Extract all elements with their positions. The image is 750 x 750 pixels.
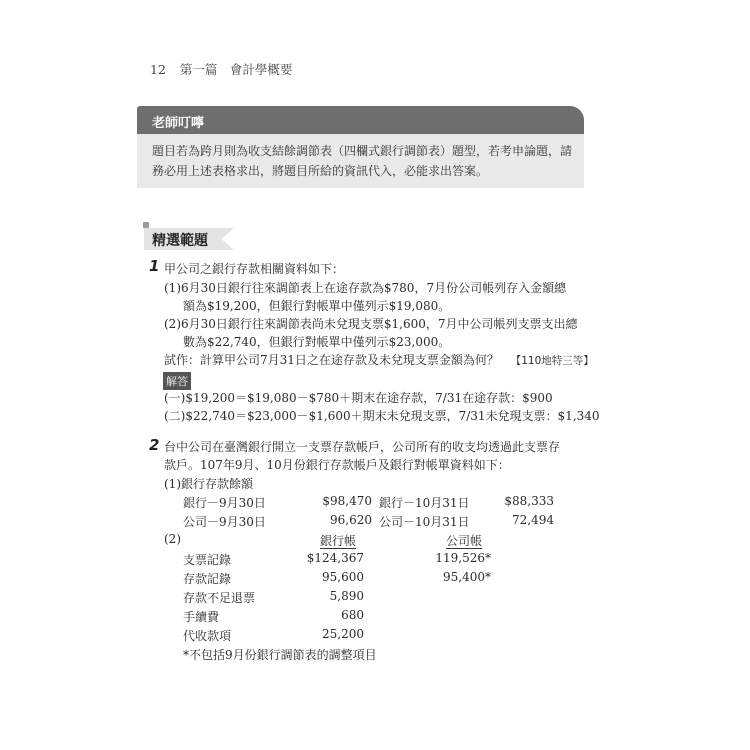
q1-question-text: 試作：計算甲公司7月31日之在途存款及未兌現支票金額為何？	[164, 353, 499, 367]
q1-source: 【110地特三等】	[510, 355, 594, 367]
balance-left-value: $98,470	[322, 494, 372, 508]
table-row-bank: $124,367	[306, 551, 364, 565]
page-header	[150, 60, 292, 78]
table-row-bank: 95,600	[322, 570, 364, 584]
question-number: 1	[149, 257, 160, 275]
q2-part1-label: (1)銀行存款餘額	[164, 477, 253, 491]
column-header-company-label: 公司帳	[445, 534, 482, 548]
q1-answer2: (二)$22,740＝$23,000－$1,600＋期末未兌現支票，7/31未兌現支票：$1,340	[164, 409, 600, 423]
question-number: 2	[149, 436, 160, 454]
q1-item2-line2: 數為$22,740，但銀行對帳單中僅列示$23,000。	[183, 335, 451, 349]
page-number: 12	[150, 62, 166, 77]
column-header-bank-label: 銀行帳	[319, 534, 356, 548]
table-row-company: 95,400*	[443, 570, 491, 584]
chapter-title: 第一篇 會計學概要	[179, 62, 293, 77]
q2-intro-line1: 台中公司在臺灣銀行開立一支票存款帳戶，公司所有的收支均透過此支票存	[164, 440, 561, 454]
q1-item1-line2: 額為$19,200，但銀行對帳單中僅列示$19,080。	[183, 299, 451, 313]
balance-right-label: 銀行－10月31日	[379, 496, 470, 510]
q1-answer1: (一)$19,200＝$19,080－$780＋期末在途存款，7/31在途存款：$900	[164, 391, 553, 405]
table-row-label: 存款記錄	[183, 572, 232, 586]
balance-left-value: 96,620	[330, 513, 372, 527]
balance-left-label: 公司－9月30日	[183, 515, 266, 529]
q1-item2-line1: (2)6月30日銀行往來調節表尚未兌現支票$1,600，7月中公司帳列支票支出總	[164, 317, 578, 331]
q1-item1-line1: (1)6月30日銀行往來調節表上在途存款為$780，7月份公司帳列存入金額總	[164, 281, 567, 295]
column-header-company	[434, 532, 494, 549]
table-row-label: 代收款項	[183, 629, 232, 643]
q2-footnote: *不包括9月份銀行調節表的調整項目	[183, 648, 377, 662]
table-row-company: 119,526*	[435, 551, 491, 565]
balance-right-value: $88,333	[504, 494, 554, 508]
teacher-note-line: 務必用上述表格求出，將題目所給的資訊代入，必能求出答案。	[152, 164, 489, 178]
q2-part2-label: (2)	[164, 532, 181, 546]
teacher-note-header	[137, 106, 584, 134]
table-row-label: 支票記錄	[183, 553, 232, 567]
answer-tag: 解答	[163, 372, 191, 390]
section-marker-icon	[143, 222, 149, 228]
teacher-note-title: 老師叮嚀	[152, 116, 205, 131]
table-row-label: 手續費	[183, 610, 220, 624]
teacher-note-text	[152, 141, 577, 181]
teacher-note-line: 題目若為跨月則為收支結餘調節表（四欄式銀行調節表）題型，若考申論題，請	[152, 144, 573, 158]
table-row-bank: 5,890	[329, 589, 364, 603]
balance-right-value: 72,494	[512, 513, 554, 527]
q2-intro-line2: 款戶。107年9月、10月份銀行存款帳戶及銀行對帳單資料如下：	[164, 458, 510, 472]
q1-intro: 甲公司之銀行存款相關資料如下：	[164, 262, 345, 276]
table-row-bank: 25,200	[322, 627, 364, 641]
section-title: 精選範題	[152, 233, 208, 249]
q1-question	[164, 351, 594, 368]
table-row-bank: 680	[341, 608, 364, 622]
table-row-label: 存款不足退票	[183, 591, 256, 605]
column-header-bank	[310, 532, 366, 549]
balance-right-label: 公司－10月31日	[379, 515, 470, 529]
balance-left-label: 銀行－9月30日	[183, 496, 266, 510]
